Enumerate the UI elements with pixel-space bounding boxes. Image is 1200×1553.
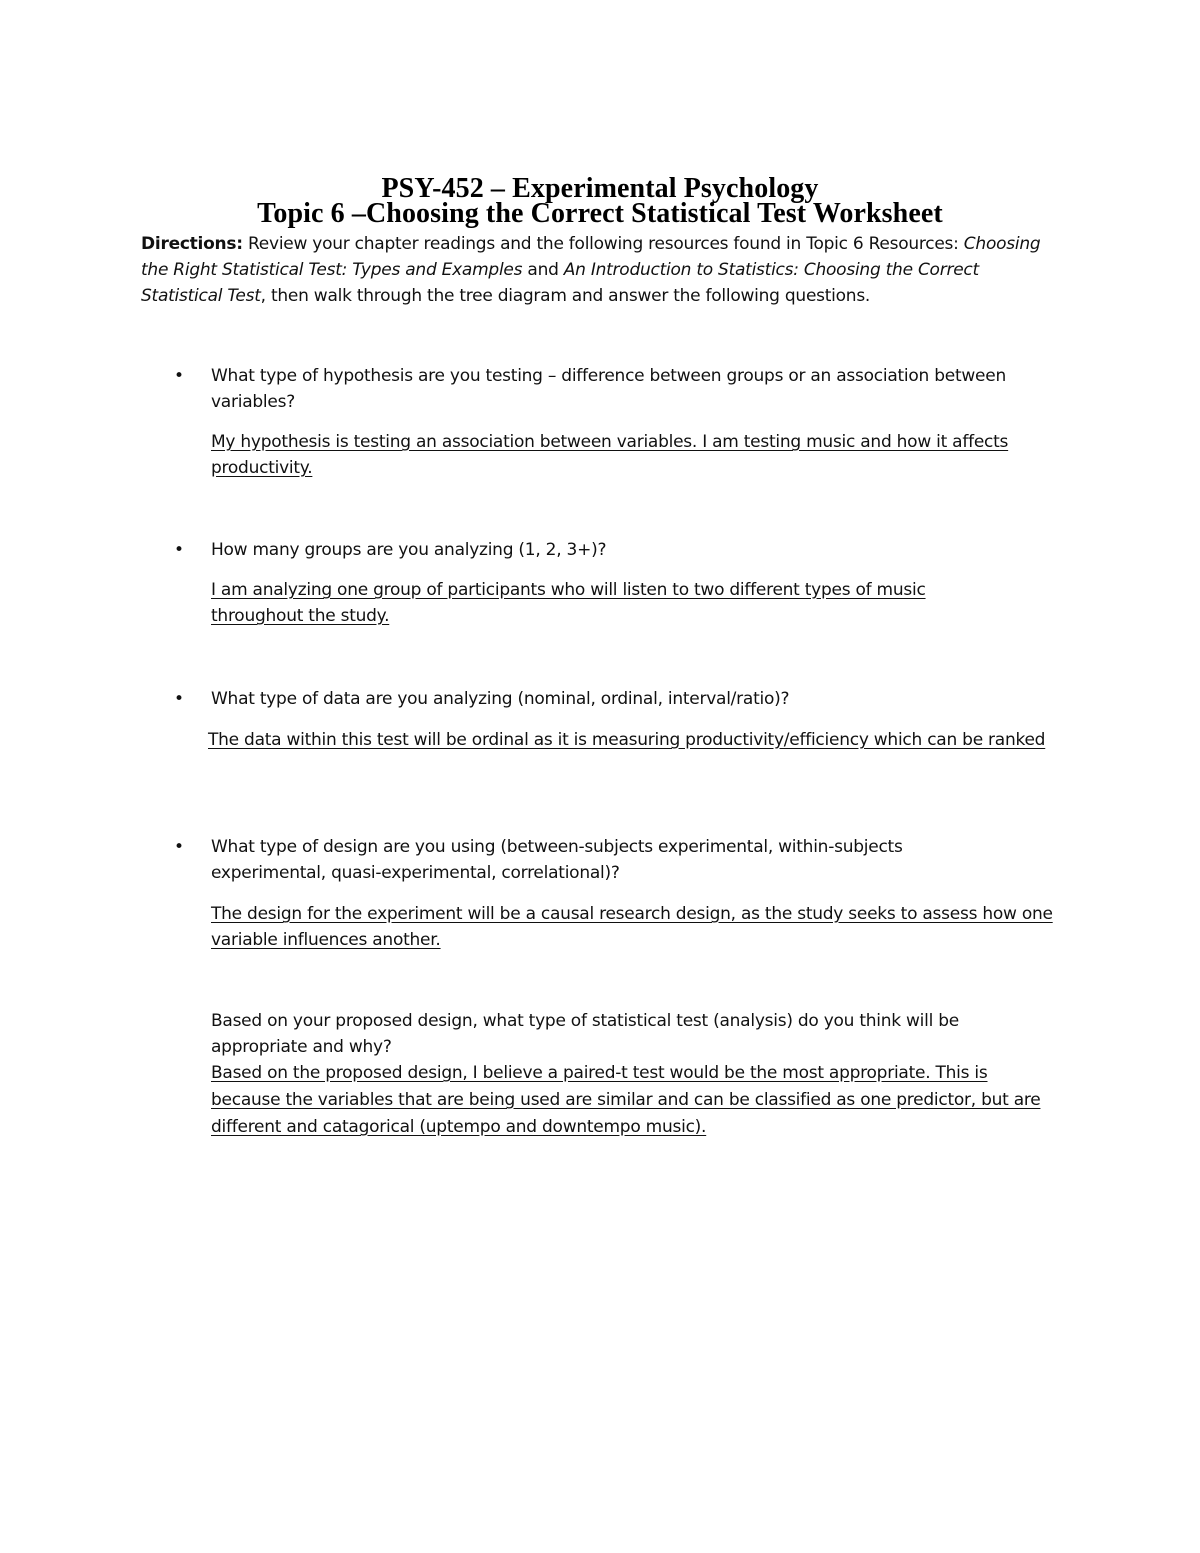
final-question-text: Based on your proposed design, what type of statistical test (analysis) do you think will be appropriate and why? <box>211 1011 960 1057</box>
bullet-icon: • <box>174 366 185 386</box>
directions-text-2: and <box>522 260 564 280</box>
resource-title-2: An Introduction to Statistics: Choosing the Correct Statistical Test <box>141 260 979 306</box>
question-text: What type of design are you using (between-subjects experimental, within-subjects experimental, quasi-experimental, correlational)? <box>211 837 903 883</box>
final-answer-text: Based on the proposed design, I believe a paired-t test would be the most appropriate. This is because the variables that are being used are similar and can be classified as one predictor, but are different and catagorical (uptempo and downtempo music). <box>211 1063 1041 1137</box>
directions-label: Directions: <box>141 234 243 254</box>
answer-text: I am analyzing one group of participants who will listen to two different types of music throughout the study. <box>211 580 926 626</box>
bullet-icon: • <box>174 540 185 560</box>
worksheet-title: Topic 6 –Choosing the Correct Statistical Test Worksheet <box>257 198 943 229</box>
question-text: What type of data are you analyzing (nominal, ordinal, interval/ratio)? <box>211 689 790 709</box>
directions-text-3: , then walk through the tree diagram and answer the following questions. <box>260 286 871 306</box>
bullet-icon: • <box>174 837 185 857</box>
question-text: What type of hypothesis are you testing – difference between groups or an association between variables? <box>211 366 1006 412</box>
directions-paragraph <box>141 231 1051 309</box>
resource-title-1: Choosing the Right Statistical Test: Types and Examples <box>141 234 1041 280</box>
question-text: How many groups are you analyzing (1, 2, 3+)? <box>211 540 607 560</box>
bullet-icon: • <box>174 689 185 709</box>
answer-text: My hypothesis is testing an association between variables. I am testing music and how it affects productivity. <box>211 432 1009 478</box>
answer-text: The design for the experiment will be a causal research design, as the study seeks to assess how one variable influences another. <box>211 904 1053 950</box>
directions-text-1: Review your chapter readings and the following resources found in Topic 6 Resources: <box>242 234 964 254</box>
answer-text: The data within this test will be ordinal as it is measuring productivity/efficiency which can be ranked <box>208 730 1046 750</box>
course-title: PSY-452 – Experimental Psychology <box>381 173 819 204</box>
